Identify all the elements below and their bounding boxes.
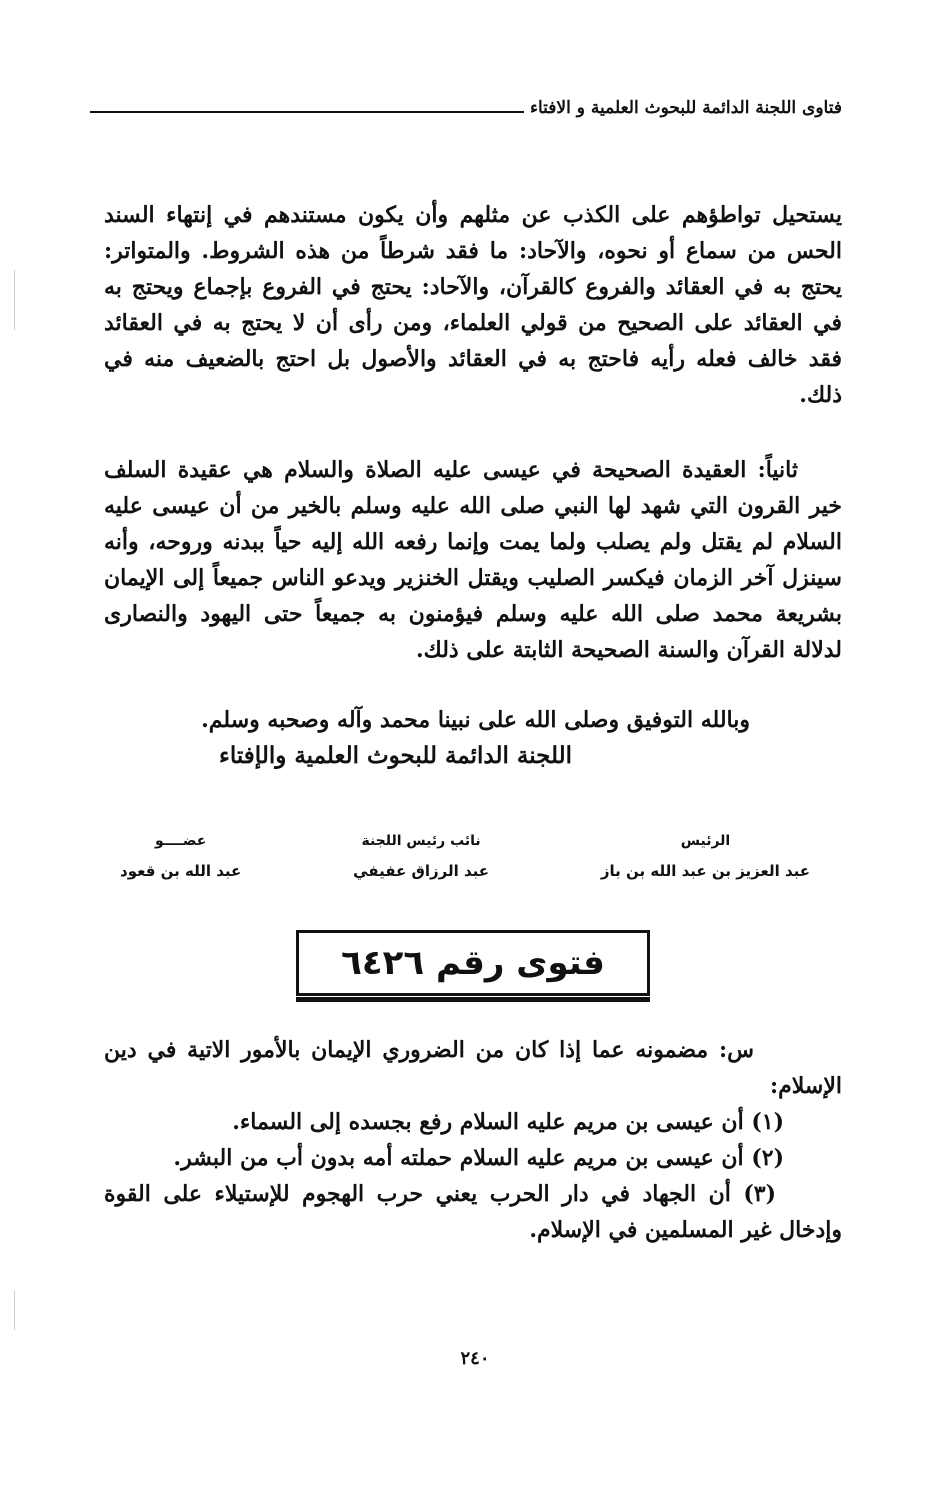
question-item: (٢) أن عيسى بن مريم عليه السلام حملته أمه بدون أب من البشر.: [173, 1145, 784, 1171]
signature-role: عضــــو: [154, 833, 207, 849]
question-section: [104, 1032, 842, 1248]
signature-role: الرئيس: [680, 833, 731, 849]
question-intro: س: مضمونه عما إذا كان من الضروري الإيمان بالأمور الاتية في دين الإسلام:: [104, 1037, 842, 1099]
signature-name: عبد العزيز بن عبد الله بن باز: [600, 862, 810, 880]
question-intro-line: [104, 1032, 842, 1104]
paragraph-body: [104, 452, 842, 668]
paragraph-isa-belief: [104, 452, 842, 668]
fatwa-number-box: [296, 930, 650, 996]
signatures-row: [120, 826, 810, 886]
paragraph-evidence: [104, 197, 842, 413]
question-item-line: [104, 1176, 842, 1248]
header-rule: [90, 111, 524, 113]
paragraph-lead: ثانياً:: [757, 457, 798, 483]
signature-vice-chairman: [353, 826, 489, 886]
signature-member: [120, 826, 241, 886]
committee-name: اللجنة الدائمة للبحوث العلمية والإفتاء: [219, 742, 572, 769]
running-header: [90, 90, 842, 118]
scan-margin-line: [14, 270, 15, 330]
fatwa-number-title: فتوى رقم ٦٤٢٦: [341, 943, 605, 983]
signature-chairman: [601, 826, 810, 886]
question-item: (٣) أن الجهاد في دار الحرب يعني حرب الهجوم للإستيلاء على القوة وإدخال غير المسلمين في الإسلام.: [104, 1181, 842, 1243]
signature-name: عبد الرزاق عفيفي: [353, 862, 490, 880]
running-header-title: فتاوى اللجنة الدائمة للبحوث العلمية و الافتاء: [530, 98, 842, 118]
paragraph-text: يستحيل تواطؤهم على الكذب عن مثلهم وأن يكون مستندهم في إنتهاء السند الحس من سماع أو نحوه، والآحاد: ما فقد شرطاً من هذه الشروط. والمتواتر: يحتج به في العقائد والفروع كالقرآن، والآحاد: يحتج في الفروع بإجماع ويحتج به في العقائد على الصحيح من قولي العلماء، ومن رأى أن لا يحتج به في العقائد فقد خالف فعله رأيه فاحتج به في العقائد والأصول بل احتج بالضعيف منه في ذلك.: [104, 202, 842, 408]
page-number: ٢٤٠: [460, 1348, 490, 1369]
scan-margin-line: [14, 1290, 15, 1330]
signature-name: عبد الله بن قعود: [120, 862, 242, 880]
paragraph-text: العقيدة الصحيحة في عيسى عليه الصلاة والسلام هي عقيدة السلف خير القرون التي شهد لها النبي صلى الله عليه وسلم بالخير من أن عيسى عليه السلام لم يقتل ولم يصلب ولما يمت وإنما رفعه الله إليه حياً ببدنه وروحه، وأنه سينزل آخر الزمان فيكسر الصليب ويقتل الخنزير ويدعو الناس جميعاً إلى الإيمان بشريعة محمد صلى الله عليه وسلم فيؤمنون به جميعاً حتى اليهود والنصارى لدلالة القرآن والسنة الصحيحة الثابتة على ذلك.: [104, 457, 842, 663]
question-item: (١) أن عيسى بن مريم عليه السلام رفع بجسده إلى السماء.: [232, 1109, 784, 1135]
closing-blessing: وبالله التوفيق وصلى الله على نبينا محمد وآله وصحبه وسلم.: [201, 707, 750, 733]
signature-role: نائب رئيس اللجنة: [361, 833, 481, 849]
closing-section: [104, 702, 842, 774]
